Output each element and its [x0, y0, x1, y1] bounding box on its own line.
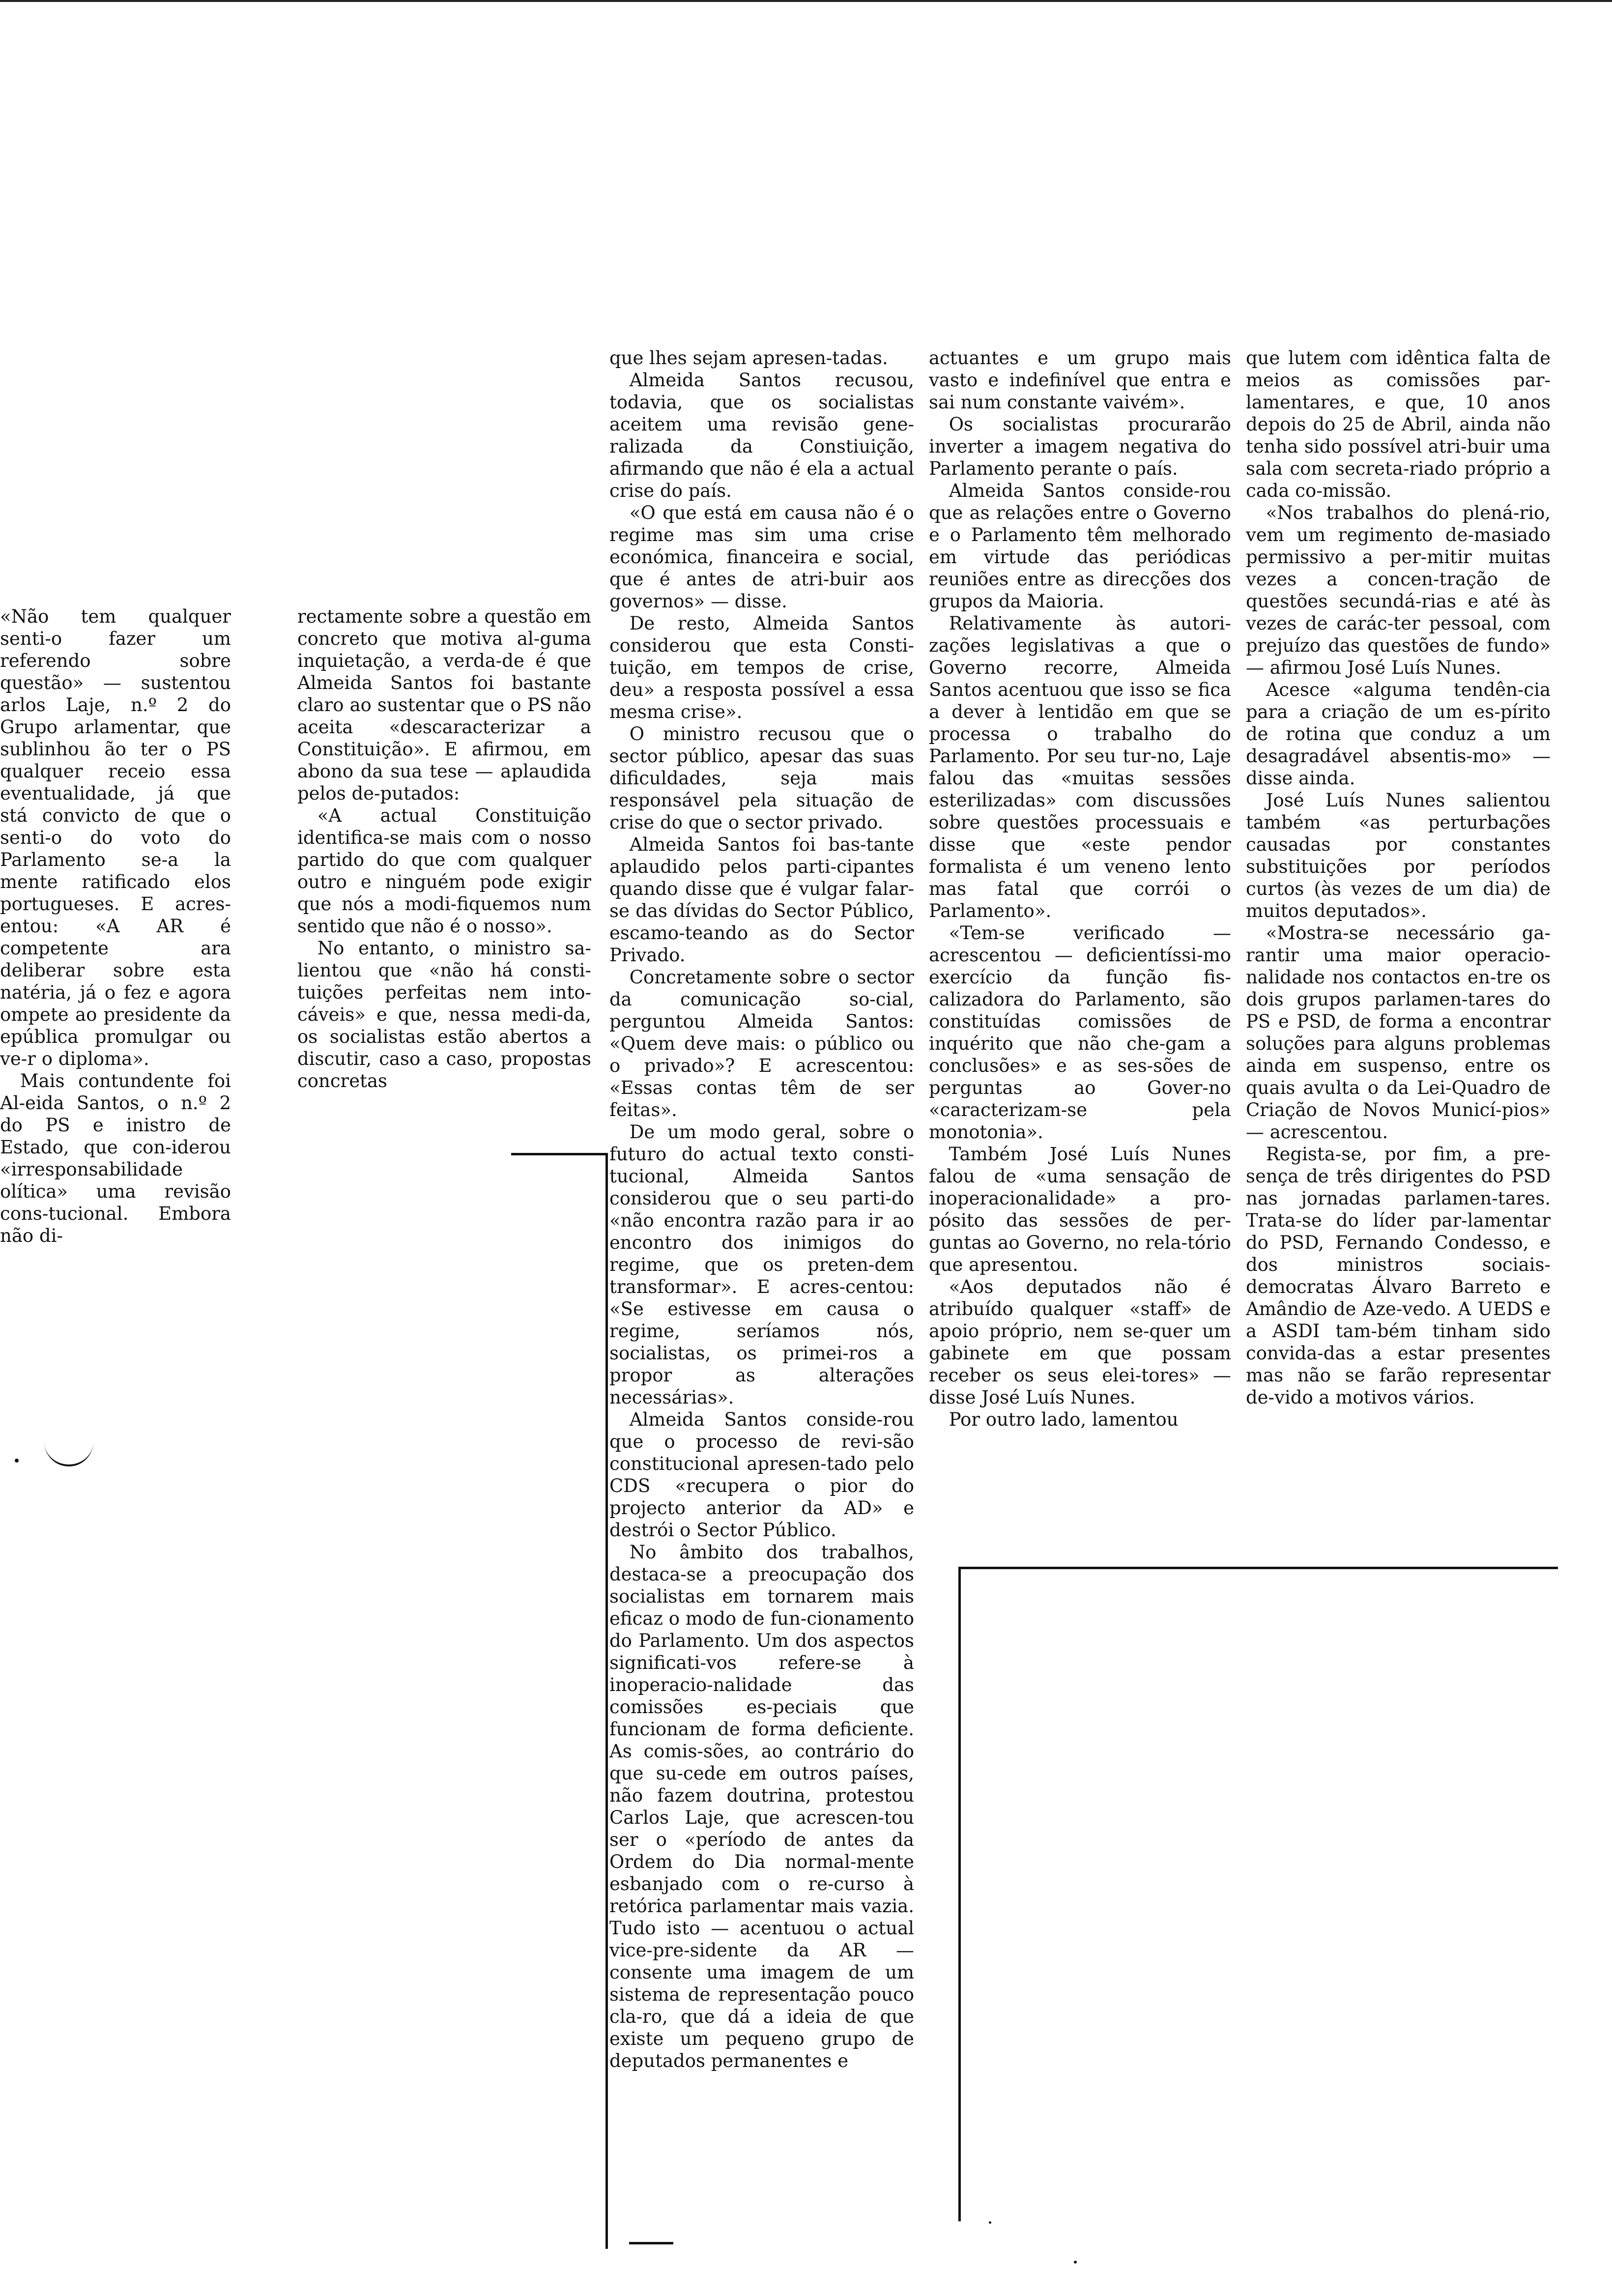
- paragraph: rectamente sobre a questão em concreto que motiva al-guma inquietação, a verda-de é que Almeida Santos foi bastante claro ao sustentar que o PS não aceita «descaracterizar a Constituição». E afirmou, em abono da sua tese — aplaudida pelos de-putados:: [297, 606, 591, 804]
- page-top-border: [0, 0, 1612, 2]
- article-column-1: [0, 605, 231, 1247]
- paragraph: «Aos deputados não é atribuído qualquer «staff» de apoio próprio, nem se-quer um gabinete em que possam receber os seus elei-tores» — disse José Luís Nunes.: [929, 1276, 1231, 1408]
- scan-speck: [15, 1459, 19, 1463]
- clipping-cut-line: [511, 1153, 605, 1155]
- paragraph: actuantes e um grupo mais vasto e indefinível que entra e sai num constante vaivém».: [929, 347, 1231, 413]
- paragraph: Mais contundente foi Al-eida Santos, o n.º 2 do PS e inistro de Estado, que con-iderou «irresponsabilidade olítica» uma revisão cons-tucional. Embora não di-: [0, 1070, 231, 1246]
- paragraph: Também José Luís Nunes falou de «uma sensação de inoperacionalidade» a pro-pósito das sessões de per-guntas ao Governo, no rela-tório que apresentou.: [929, 1144, 1231, 1275]
- paragraph: Almeida Santos foi bas-tante aplaudido pelos parti-cipantes quando disse que é vulgar falar-se das dívidas do Sector Público, escamo-teando as do Sector Privado.: [609, 834, 914, 966]
- paragraph: Concretamente sobre o sector da comunicação so-cial, perguntou Almeida Santos: «Quem deve mais: o público ou o privado»? E acrescentou: «Essas contas têm de ser feitas».: [609, 967, 914, 1120]
- article-column-3: [609, 347, 914, 2072]
- paragraph: Almeida Santos recusou, todavia, que os socialistas aceitem uma revisão gene-ralizada da Constiuição, afirmando que não é ela a actual crise do país.: [609, 370, 914, 501]
- clipping-cut-line: [605, 1153, 608, 2249]
- paragraph: No entanto, o ministro sa-lientou que «não há consti-tuições perfeitas nem into-cáveis» e que, nessa medi-da, os socialistas estão abertos a discutir, caso a caso, propostas concretas: [297, 938, 591, 1091]
- paragraph: Regista-se, por fim, a pre-sença de três dirigentes do PSD nas jornadas parlamen-tares. Trata-se do líder par-lamentar do PSD, Fernando Condesso, e dos ministros sociais-democratas Álvaro Barreto e Amândio de Aze-vedo. A UEDS e a ASDI tam-bém tinham sido convida-das a estar presentes mas não se farão representar de-vido a motivos vários.: [1246, 1144, 1551, 1408]
- article-column-4: [929, 347, 1231, 1431]
- paragraph: que lutem com idêntica falta de meios as comissões par-lamentares, e que, 10 anos depois do 25 de Abril, ainda não tenha sido possível atri-buir uma sala com secreta-riado próprio a cada co-missão.: [1246, 347, 1551, 501]
- paragraph: José Luís Nunes salientou também «as perturbações causadas por constantes substituições por períodos curtos (às vezes de um dia) de muitos deputados».: [1246, 790, 1551, 921]
- paragraph: «Mostra-se necessário ga-rantir uma maior operacio-nalidade nos contactos en-tre os dois grupos parlamen-tares do PS e PSD, de forma a encontrar soluções para alguns problemas ainda em suspenso, entre os quais avulta o da Lei-Quadro de Criação de Novos Municí-pios» — acrescentou.: [1246, 922, 1551, 1143]
- scan-speck: [1074, 2261, 1077, 2264]
- paragraph: Almeida Santos conside-rou que o processo de revi-são constitucional apresen-tado pelo CDS «recupera o pior do projecto anterior da AD» e destrói o Sector Público.: [609, 1409, 914, 1541]
- paragraph: De um modo geral, sobre o futuro do actual texto consti-tucional, Almeida Santos considerou que o seu parti-do «não encontra razão para ir ao encontro dos inimigos do regime, que os preten-dem transformar». E acres-centou: «Se estivesse em causa o regime, seríamos nós, socialistas, os primei-ros a propor as alterações necessárias».: [609, 1121, 914, 1408]
- paragraph: «O que está em causa não é o regime mas sim uma crise económica, financeira e social, que é antes de atri-buir aos governos» — disse.: [609, 502, 914, 612]
- paragraph: «A actual Constituição identifica-se mais com o nosso partido do que com qualquer outro e ninguém pode exigir que nós a modi-fiquemos num sentido que não é o nosso».: [297, 805, 591, 937]
- paragraph: Almeida Santos conside-rou que as relações entre o Governo e o Parlamento têm melhorado em virtude das periódicas reuniões entre as direcções dos grupos da Maioria.: [929, 480, 1231, 612]
- paragraph: Por outro lado, lamentou: [949, 1409, 1179, 1430]
- paragraph: «Tem-se verificado — acrescentou — deficientíssi-mo exercício da função fis-calizadora do Parlamento, são constituídas comissões de inquérito que não che-gam a conclusões» e as ses-sões de perguntas ao Gover-no «caracterizam-se pela monotonia».: [929, 922, 1231, 1143]
- paragraph: Acesce «alguma tendên-cia para a criação de um es-pírito de rotina que conduz a um desagradável absentis-mo» — disse ainda.: [1246, 679, 1551, 789]
- paragraph: Os socialistas procurarão inverter a imagem negativa do Parlamento perante o país.: [929, 414, 1231, 479]
- clipping-cut-line: [958, 1568, 961, 2221]
- paragraph: que lhes sejam apresen-tadas.: [609, 347, 888, 369]
- article-column-2: [297, 605, 591, 1092]
- paragraph: No âmbito dos trabalhos, destaca-se a preocupação dos socialistas em tornarem mais eficaz o modo de fun-cionamento do Parlamento. Um dos aspectos significati-vos refere-se à inoperacio-nalidade das comissões es-peciais que funcionam de forma deficiente. As comis-sões, ao contrário do que su-cede em outros países, não fazem doutrina, protestou Carlos Laje, que acrescen-tou ser o «período de antes da Ordem do Dia normal-mente esbanjado com o re-curso à retórica parlamentar mais vazia. Tudo isto — acentuou o actual vice-pre-sidente da AR — consente uma imagem de um sistema de representação pouco cla-ro, que dá a ideia de que existe um pequeno grupo de deputados permanentes e: [609, 1542, 914, 2071]
- paragraph: O ministro recusou que o sector público, apesar das suas dificuldades, seja mais responsável pela situação de crise do que o sector privado.: [609, 723, 914, 833]
- paragraph: «Não tem qualquer senti-o fazer um referendo sobre questão» — sustentou arlos Laje, n.º 2 do Grupo arlamentar, que sublinhou ão ter o PS qualquer receio essa eventualidade, já que stá convicto de que o senti-o do voto do Parlamento se-a la mente ratificado elos portugueses. E acres-entou: «A AR é competente ara deliberar sobre esta natéria, já o fez e agora ompete ao presidente da epública promulgar ou ve-r o diploma».: [0, 606, 231, 1069]
- punch-hole-mark: [44, 1437, 93, 1466]
- paragraph: De resto, Almeida Santos considerou que esta Consti-tuição, em tempos de crise, deu» a resposta possível a essa mesma crise».: [609, 613, 914, 722]
- paragraph: Relativamente às autori-zações legislativas a que o Governo recorre, Almeida Santos acentuou que isso se fica a dever à lentidão em que se processa o trabalho do Parlamento. Por seu tur-no, Laje falou das «muitas sessões esterilizadas» com discussões sobre questões processuais e disse que «este pendor formalista é um veneno lento mas fatal que corrói o Parlamento».: [929, 613, 1231, 921]
- article-column-5: [1246, 347, 1551, 1408]
- scan-speck: [989, 2221, 991, 2224]
- paragraph: «Nos trabalhos do plená-rio, vem um regimento de-masiado permissivo a per-mitir muitas vezes a concen-tração de questões secundá-rias e até às vezes de carác-ter pessoal, com prejuízo das questões de fundo» — afirmou José Luís Nunes.: [1246, 502, 1551, 678]
- clipping-cut-line: [958, 1567, 1558, 1569]
- clipping-cut-line: [629, 2242, 673, 2244]
